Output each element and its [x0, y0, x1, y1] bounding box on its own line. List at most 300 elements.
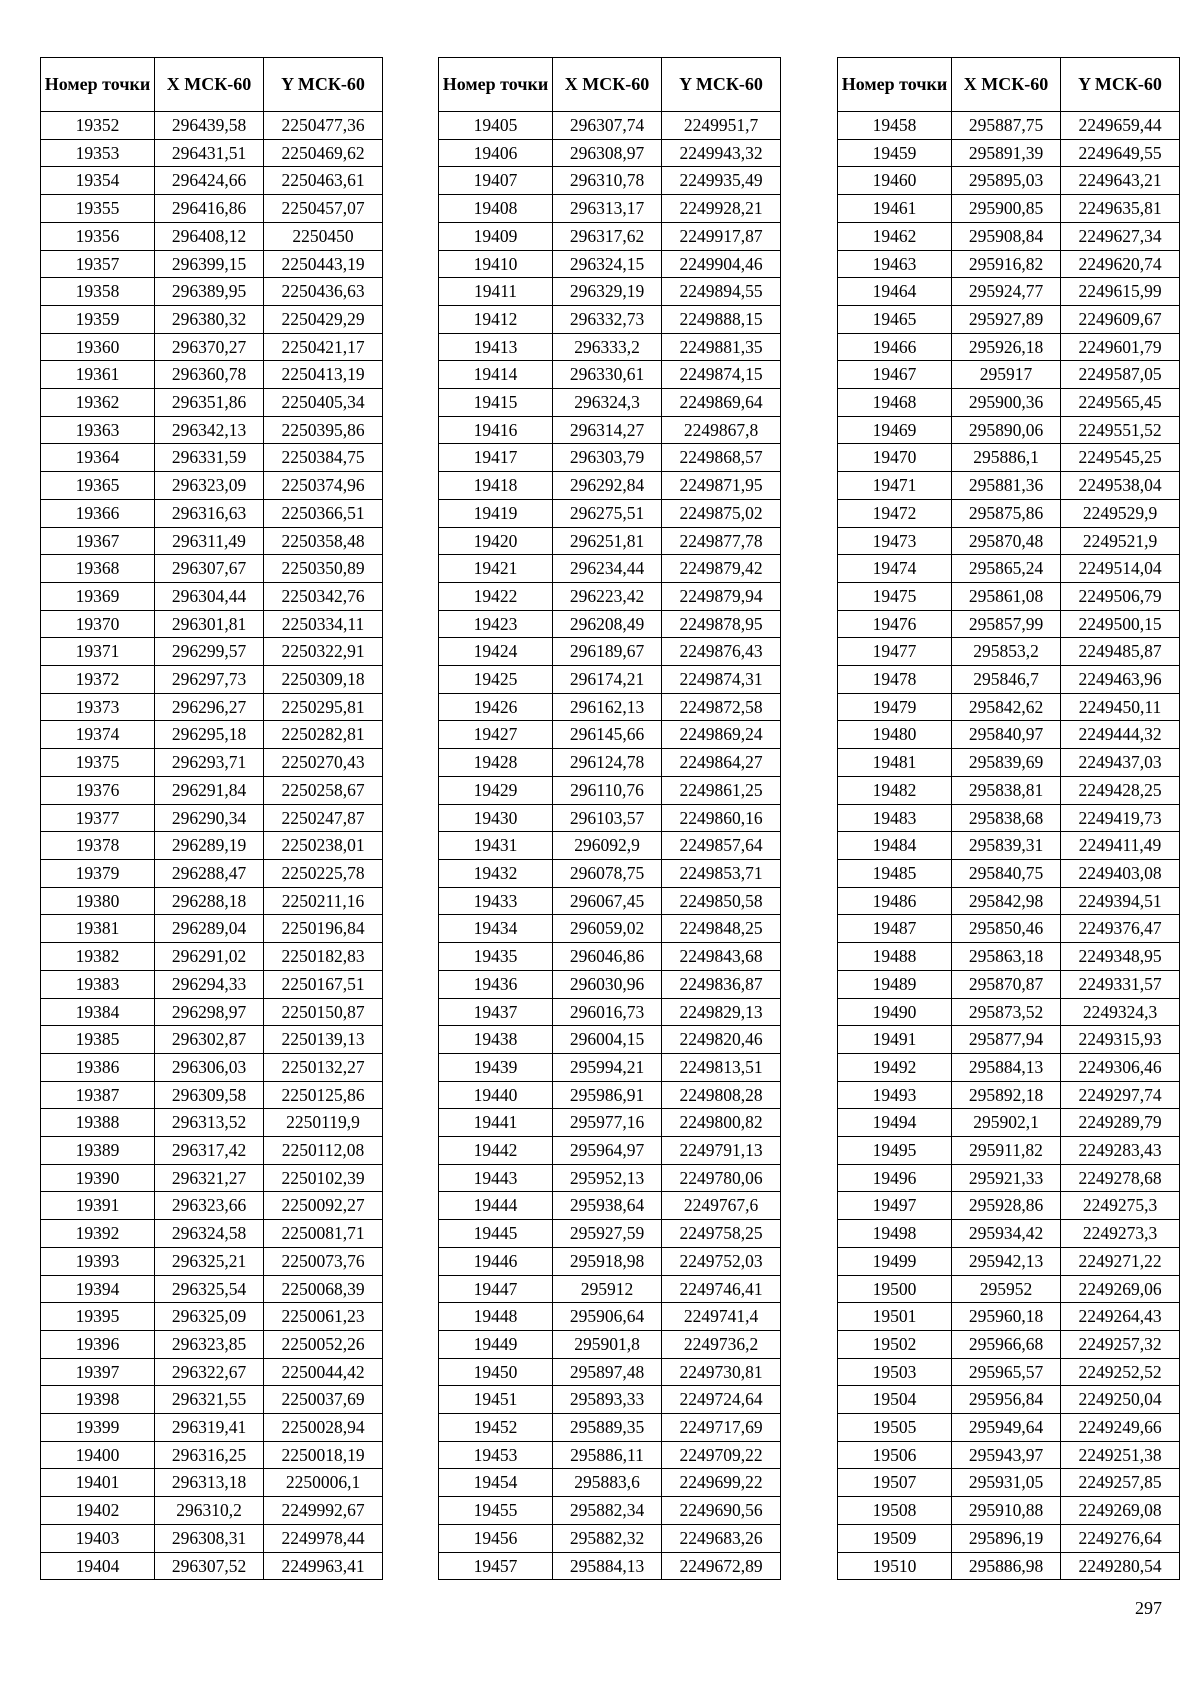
- table-row: [838, 527, 1180, 555]
- x-coordinate-cell: 295910,88: [952, 1497, 1061, 1525]
- y-coordinate-cell: 2249463,96: [1061, 666, 1180, 694]
- y-coordinate-cell: 2249709,22: [662, 1441, 781, 1469]
- y-coordinate-cell: 2250006,1: [264, 1469, 383, 1497]
- x-coordinate-cell: 295853,2: [952, 638, 1061, 666]
- table-row: [838, 749, 1180, 777]
- y-coordinate-cell: 2250044,42: [264, 1358, 383, 1386]
- y-coordinate-cell: 2249348,95: [1061, 943, 1180, 971]
- x-coordinate-cell: 295927,59: [553, 1220, 662, 1248]
- point-number-cell: 19501: [838, 1303, 952, 1331]
- point-number-cell: 19508: [838, 1497, 952, 1525]
- table-row: [439, 278, 781, 306]
- point-number-cell: 19366: [41, 499, 155, 527]
- table-row: [838, 333, 1180, 361]
- point-number-cell: 19405: [439, 112, 553, 140]
- y-coordinate-cell: 2250421,17: [264, 333, 383, 361]
- y-coordinate-cell: 2249813,51: [662, 1053, 781, 1081]
- point-number-cell: 19461: [838, 195, 952, 223]
- y-coordinate-cell: 2249791,13: [662, 1137, 781, 1165]
- header-y-coordinate: Y МСК-60: [662, 58, 781, 112]
- table-row: [41, 1275, 383, 1303]
- y-coordinate-cell: 2249257,85: [1061, 1469, 1180, 1497]
- y-coordinate-cell: 2249276,64: [1061, 1524, 1180, 1552]
- x-coordinate-cell: 295893,33: [553, 1386, 662, 1414]
- x-coordinate-cell: 295890,06: [952, 416, 1061, 444]
- point-number-cell: 19429: [439, 776, 553, 804]
- point-number-cell: 19373: [41, 693, 155, 721]
- point-number-cell: 19413: [439, 333, 553, 361]
- y-coordinate-cell: 2250443,19: [264, 250, 383, 278]
- table-row: [439, 1081, 781, 1109]
- table-row: [41, 222, 383, 250]
- x-coordinate-cell: 295921,33: [952, 1164, 1061, 1192]
- table-row: [838, 1053, 1180, 1081]
- table-row: [838, 555, 1180, 583]
- y-coordinate-cell: 2249871,95: [662, 472, 781, 500]
- y-coordinate-cell: 2250150,87: [264, 998, 383, 1026]
- point-number-cell: 19506: [838, 1441, 952, 1469]
- x-coordinate-cell: 296030,96: [553, 970, 662, 998]
- point-number-cell: 19442: [439, 1137, 553, 1165]
- y-coordinate-cell: 2249808,28: [662, 1081, 781, 1109]
- point-number-cell: 19444: [439, 1192, 553, 1220]
- point-number-cell: 19408: [439, 195, 553, 223]
- x-coordinate-cell: 296316,63: [155, 499, 264, 527]
- table-row: [439, 859, 781, 887]
- x-coordinate-cell: 296342,13: [155, 416, 264, 444]
- table-row: [41, 527, 383, 555]
- table-row: [439, 1137, 781, 1165]
- table-row: [41, 887, 383, 915]
- table-row: [439, 582, 781, 610]
- y-coordinate-cell: 2249978,44: [264, 1524, 383, 1552]
- x-coordinate-cell: 295886,98: [952, 1552, 1061, 1580]
- x-coordinate-cell: 296289,19: [155, 832, 264, 860]
- point-number-cell: 19375: [41, 749, 155, 777]
- table-row: [838, 1109, 1180, 1137]
- x-coordinate-cell: 296325,21: [155, 1247, 264, 1275]
- point-number-cell: 19356: [41, 222, 155, 250]
- y-coordinate-cell: 2249717,69: [662, 1414, 781, 1442]
- y-coordinate-cell: 2249943,32: [662, 139, 781, 167]
- x-coordinate-cell: 296301,81: [155, 610, 264, 638]
- x-coordinate-cell: 296323,66: [155, 1192, 264, 1220]
- x-coordinate-cell: 296321,27: [155, 1164, 264, 1192]
- y-coordinate-cell: 2249506,79: [1061, 582, 1180, 610]
- table-header-row: [838, 58, 1180, 112]
- point-number-cell: 19364: [41, 444, 155, 472]
- point-number-cell: 19400: [41, 1441, 155, 1469]
- table-row: [41, 1497, 383, 1525]
- y-coordinate-cell: 2249635,81: [1061, 195, 1180, 223]
- point-number-cell: 19403: [41, 1524, 155, 1552]
- table-row: [41, 305, 383, 333]
- header-x-coordinate: X МСК-60: [952, 58, 1061, 112]
- x-coordinate-cell: 295994,21: [553, 1053, 662, 1081]
- y-coordinate-cell: 2250413,19: [264, 361, 383, 389]
- x-coordinate-cell: 295884,13: [553, 1552, 662, 1580]
- point-number-cell: 19399: [41, 1414, 155, 1442]
- table-row: [838, 1414, 1180, 1442]
- table-row: [838, 638, 1180, 666]
- x-coordinate-cell: 296124,78: [553, 749, 662, 777]
- point-number-cell: 19450: [439, 1358, 553, 1386]
- x-coordinate-cell: 295942,13: [952, 1247, 1061, 1275]
- table-row: [439, 444, 781, 472]
- y-coordinate-cell: 2249881,35: [662, 333, 781, 361]
- point-number-cell: 19376: [41, 776, 155, 804]
- y-coordinate-cell: 2249683,26: [662, 1524, 781, 1552]
- y-coordinate-cell: 2250196,84: [264, 915, 383, 943]
- y-coordinate-cell: 2249857,64: [662, 832, 781, 860]
- y-coordinate-cell: 2250102,39: [264, 1164, 383, 1192]
- table-row: [838, 943, 1180, 971]
- y-coordinate-cell: 2249273,3: [1061, 1220, 1180, 1248]
- point-number-cell: 19416: [439, 416, 553, 444]
- x-coordinate-cell: 296309,58: [155, 1081, 264, 1109]
- point-number-cell: 19377: [41, 804, 155, 832]
- x-coordinate-cell: 295863,18: [952, 943, 1061, 971]
- table-row: [439, 1497, 781, 1525]
- point-number-cell: 19486: [838, 887, 952, 915]
- table-row: [838, 610, 1180, 638]
- y-coordinate-cell: 2250366,51: [264, 499, 383, 527]
- table-row: [439, 721, 781, 749]
- x-coordinate-cell: 296306,03: [155, 1053, 264, 1081]
- point-number-cell: 19455: [439, 1497, 553, 1525]
- point-number-cell: 19414: [439, 361, 553, 389]
- x-coordinate-cell: 295943,97: [952, 1441, 1061, 1469]
- x-coordinate-cell: 296325,09: [155, 1303, 264, 1331]
- point-number-cell: 19504: [838, 1386, 952, 1414]
- table-row: [439, 195, 781, 223]
- table-row: [439, 167, 781, 195]
- table-row: [41, 832, 383, 860]
- table-row: [41, 139, 383, 167]
- x-coordinate-cell: 296288,47: [155, 859, 264, 887]
- point-number-cell: 19369: [41, 582, 155, 610]
- point-number-cell: 19422: [439, 582, 553, 610]
- header-point-number: Номер точки: [439, 58, 553, 112]
- point-number-cell: 19482: [838, 776, 952, 804]
- x-coordinate-cell: 295884,13: [952, 1053, 1061, 1081]
- x-coordinate-cell: 295883,6: [553, 1469, 662, 1497]
- table-row: [439, 222, 781, 250]
- y-coordinate-cell: 2249876,43: [662, 638, 781, 666]
- point-number-cell: 19384: [41, 998, 155, 1026]
- x-coordinate-cell: 296304,44: [155, 582, 264, 610]
- table-row: [838, 1303, 1180, 1331]
- point-number-cell: 19423: [439, 610, 553, 638]
- x-coordinate-cell: 295966,68: [952, 1330, 1061, 1358]
- y-coordinate-cell: 2250037,69: [264, 1386, 383, 1414]
- table-row: [439, 333, 781, 361]
- y-coordinate-cell: 2249736,2: [662, 1330, 781, 1358]
- x-coordinate-cell: 295964,97: [553, 1137, 662, 1165]
- x-coordinate-cell: 296162,13: [553, 693, 662, 721]
- point-number-cell: 19430: [439, 804, 553, 832]
- table-row: [838, 1220, 1180, 1248]
- point-number-cell: 19392: [41, 1220, 155, 1248]
- x-coordinate-cell: 295873,52: [952, 998, 1061, 1026]
- table-row: [41, 1137, 383, 1165]
- y-coordinate-cell: 2249411,49: [1061, 832, 1180, 860]
- x-coordinate-cell: 295924,77: [952, 278, 1061, 306]
- y-coordinate-cell: 2250167,51: [264, 970, 383, 998]
- table-row: [838, 1441, 1180, 1469]
- x-coordinate-cell: 296303,79: [553, 444, 662, 472]
- table-row: [439, 499, 781, 527]
- point-number-cell: 19492: [838, 1053, 952, 1081]
- y-coordinate-cell: 2249565,45: [1061, 389, 1180, 417]
- point-number-cell: 19427: [439, 721, 553, 749]
- x-coordinate-cell: 295900,36: [952, 389, 1061, 417]
- point-number-cell: 19371: [41, 638, 155, 666]
- y-coordinate-cell: 2249587,05: [1061, 361, 1180, 389]
- point-number-cell: 19473: [838, 527, 952, 555]
- table-row: [41, 693, 383, 721]
- point-number-cell: 19447: [439, 1275, 553, 1303]
- table-row: [439, 472, 781, 500]
- table-row: [838, 305, 1180, 333]
- y-coordinate-cell: 2249252,52: [1061, 1358, 1180, 1386]
- x-coordinate-cell: 295882,32: [553, 1524, 662, 1552]
- point-number-cell: 19363: [41, 416, 155, 444]
- table-row: [439, 1026, 781, 1054]
- point-number-cell: 19372: [41, 666, 155, 694]
- x-coordinate-cell: 296317,42: [155, 1137, 264, 1165]
- y-coordinate-cell: 2249283,43: [1061, 1137, 1180, 1165]
- table-row: [41, 998, 383, 1026]
- y-coordinate-cell: 2249877,78: [662, 527, 781, 555]
- table-row: [838, 167, 1180, 195]
- point-number-cell: 19362: [41, 389, 155, 417]
- point-number-cell: 19497: [838, 1192, 952, 1220]
- table-row: [439, 1275, 781, 1303]
- point-number-cell: 19393: [41, 1247, 155, 1275]
- x-coordinate-cell: 296308,97: [553, 139, 662, 167]
- point-number-cell: 19500: [838, 1275, 952, 1303]
- table-row: [41, 195, 383, 223]
- y-coordinate-cell: 2249878,95: [662, 610, 781, 638]
- point-number-cell: 19451: [439, 1386, 553, 1414]
- point-number-cell: 19424: [439, 638, 553, 666]
- point-number-cell: 19389: [41, 1137, 155, 1165]
- table-row: [439, 1552, 781, 1580]
- x-coordinate-cell: 296408,12: [155, 222, 264, 250]
- x-coordinate-cell: 295931,05: [952, 1469, 1061, 1497]
- table-row: [838, 1275, 1180, 1303]
- x-coordinate-cell: 296322,67: [155, 1358, 264, 1386]
- point-number-cell: 19481: [838, 749, 952, 777]
- y-coordinate-cell: 2249780,06: [662, 1164, 781, 1192]
- table-row: [838, 222, 1180, 250]
- x-coordinate-cell: 296145,66: [553, 721, 662, 749]
- y-coordinate-cell: 2249917,87: [662, 222, 781, 250]
- table-row: [41, 250, 383, 278]
- x-coordinate-cell: 295881,36: [952, 472, 1061, 500]
- x-coordinate-cell: 295960,18: [952, 1303, 1061, 1331]
- point-number-cell: 19378: [41, 832, 155, 860]
- point-number-cell: 19470: [838, 444, 952, 472]
- y-coordinate-cell: 2249529,9: [1061, 499, 1180, 527]
- point-number-cell: 19353: [41, 139, 155, 167]
- y-coordinate-cell: 2249724,64: [662, 1386, 781, 1414]
- table-row: [439, 1386, 781, 1414]
- y-coordinate-cell: 2249699,22: [662, 1469, 781, 1497]
- point-number-cell: 19502: [838, 1330, 952, 1358]
- point-number-cell: 19437: [439, 998, 553, 1026]
- table-row: [838, 1164, 1180, 1192]
- table-row: [41, 915, 383, 943]
- y-coordinate-cell: 2249853,71: [662, 859, 781, 887]
- y-coordinate-cell: 2249428,25: [1061, 776, 1180, 804]
- x-coordinate-cell: 296289,04: [155, 915, 264, 943]
- point-number-cell: 19425: [439, 666, 553, 694]
- x-coordinate-cell: 296294,33: [155, 970, 264, 998]
- y-coordinate-cell: 2249904,46: [662, 250, 781, 278]
- page-number: 297: [1135, 1598, 1162, 1618]
- x-coordinate-cell: 296331,59: [155, 444, 264, 472]
- table-row: [41, 666, 383, 694]
- y-coordinate-cell: 2249951,7: [662, 112, 781, 140]
- table-row: [41, 167, 383, 195]
- y-coordinate-cell: 2249269,08: [1061, 1497, 1180, 1525]
- y-coordinate-cell: 2249297,74: [1061, 1081, 1180, 1109]
- point-number-cell: 19453: [439, 1441, 553, 1469]
- y-coordinate-cell: 2249485,87: [1061, 638, 1180, 666]
- x-coordinate-cell: 296174,21: [553, 666, 662, 694]
- point-number-cell: 19360: [41, 333, 155, 361]
- point-number-cell: 19428: [439, 749, 553, 777]
- table-row: [439, 112, 781, 140]
- point-number-cell: 19462: [838, 222, 952, 250]
- y-coordinate-cell: 2250463,61: [264, 167, 383, 195]
- table-row: [439, 832, 781, 860]
- table-row: [41, 1414, 383, 1442]
- y-coordinate-cell: 2249249,66: [1061, 1414, 1180, 1442]
- table-row: [41, 1469, 383, 1497]
- x-coordinate-cell: 296313,52: [155, 1109, 264, 1137]
- y-coordinate-cell: 2250469,62: [264, 139, 383, 167]
- y-coordinate-cell: 2249306,46: [1061, 1053, 1180, 1081]
- y-coordinate-cell: 2249315,93: [1061, 1026, 1180, 1054]
- x-coordinate-cell: 296110,76: [553, 776, 662, 804]
- table-row: [439, 804, 781, 832]
- point-number-cell: 19365: [41, 472, 155, 500]
- table-row: [41, 943, 383, 971]
- point-number-cell: 19459: [838, 139, 952, 167]
- y-coordinate-cell: 2249627,34: [1061, 222, 1180, 250]
- point-number-cell: 19488: [838, 943, 952, 971]
- y-coordinate-cell: 2249869,24: [662, 721, 781, 749]
- y-coordinate-cell: 2250073,76: [264, 1247, 383, 1275]
- table-row: [439, 943, 781, 971]
- table-row: [838, 1192, 1180, 1220]
- table-row: [41, 610, 383, 638]
- y-coordinate-cell: 2249850,58: [662, 887, 781, 915]
- table-row: [41, 749, 383, 777]
- point-number-cell: 19426: [439, 693, 553, 721]
- y-coordinate-cell: 2249264,43: [1061, 1303, 1180, 1331]
- point-number-cell: 19483: [838, 804, 952, 832]
- point-number-cell: 19507: [838, 1469, 952, 1497]
- point-number-cell: 19404: [41, 1552, 155, 1580]
- y-coordinate-cell: 2249331,57: [1061, 970, 1180, 998]
- x-coordinate-cell: 296307,52: [155, 1552, 264, 1580]
- x-coordinate-cell: 295952: [952, 1275, 1061, 1303]
- table-row: [439, 887, 781, 915]
- table-row: [439, 250, 781, 278]
- point-number-cell: 19417: [439, 444, 553, 472]
- table-row: [439, 1053, 781, 1081]
- y-coordinate-cell: 2249836,87: [662, 970, 781, 998]
- table-row: [838, 832, 1180, 860]
- x-coordinate-cell: 296103,57: [553, 804, 662, 832]
- point-number-cell: 19359: [41, 305, 155, 333]
- table-row: [41, 112, 383, 140]
- x-coordinate-cell: 295839,31: [952, 832, 1061, 860]
- x-coordinate-cell: 295870,87: [952, 970, 1061, 998]
- x-coordinate-cell: 295896,19: [952, 1524, 1061, 1552]
- point-number-cell: 19436: [439, 970, 553, 998]
- point-number-cell: 19458: [838, 112, 952, 140]
- y-coordinate-cell: 2249690,56: [662, 1497, 781, 1525]
- x-coordinate-cell: 295928,86: [952, 1192, 1061, 1220]
- x-coordinate-cell: 296310,78: [553, 167, 662, 195]
- point-number-cell: 19446: [439, 1247, 553, 1275]
- y-coordinate-cell: 2249879,94: [662, 582, 781, 610]
- table-row: [439, 970, 781, 998]
- x-coordinate-cell: 296299,57: [155, 638, 264, 666]
- point-number-cell: 19368: [41, 555, 155, 583]
- y-coordinate-cell: 2249545,25: [1061, 444, 1180, 472]
- table-row: [838, 721, 1180, 749]
- point-number-cell: 19448: [439, 1303, 553, 1331]
- y-coordinate-cell: 2249643,21: [1061, 167, 1180, 195]
- y-coordinate-cell: 2249271,22: [1061, 1247, 1180, 1275]
- table-row: [838, 444, 1180, 472]
- point-number-cell: 19495: [838, 1137, 952, 1165]
- y-coordinate-cell: 2249444,32: [1061, 721, 1180, 749]
- table-row: [838, 693, 1180, 721]
- point-number-cell: 19438: [439, 1026, 553, 1054]
- x-coordinate-cell: 296046,86: [553, 943, 662, 971]
- point-number-cell: 19457: [439, 1552, 553, 1580]
- point-number-cell: 19382: [41, 943, 155, 971]
- table-row: [41, 1192, 383, 1220]
- point-number-cell: 19440: [439, 1081, 553, 1109]
- y-coordinate-cell: 2250119,9: [264, 1109, 383, 1137]
- point-number-cell: 19505: [838, 1414, 952, 1442]
- point-number-cell: 19439: [439, 1053, 553, 1081]
- y-coordinate-cell: 2250125,86: [264, 1081, 383, 1109]
- table-row: [41, 1330, 383, 1358]
- y-coordinate-cell: 2250028,94: [264, 1414, 383, 1442]
- table-row: [838, 1497, 1180, 1525]
- x-coordinate-cell: 295918,98: [553, 1247, 662, 1275]
- x-coordinate-cell: 296416,86: [155, 195, 264, 223]
- table-row: [439, 693, 781, 721]
- x-coordinate-cell: 295934,42: [952, 1220, 1061, 1248]
- table-row: [41, 1220, 383, 1248]
- point-number-cell: 19370: [41, 610, 155, 638]
- table-row: [838, 970, 1180, 998]
- x-coordinate-cell: 295900,85: [952, 195, 1061, 223]
- x-coordinate-cell: 296313,17: [553, 195, 662, 223]
- table-row: [838, 776, 1180, 804]
- y-coordinate-cell: 2250052,26: [264, 1330, 383, 1358]
